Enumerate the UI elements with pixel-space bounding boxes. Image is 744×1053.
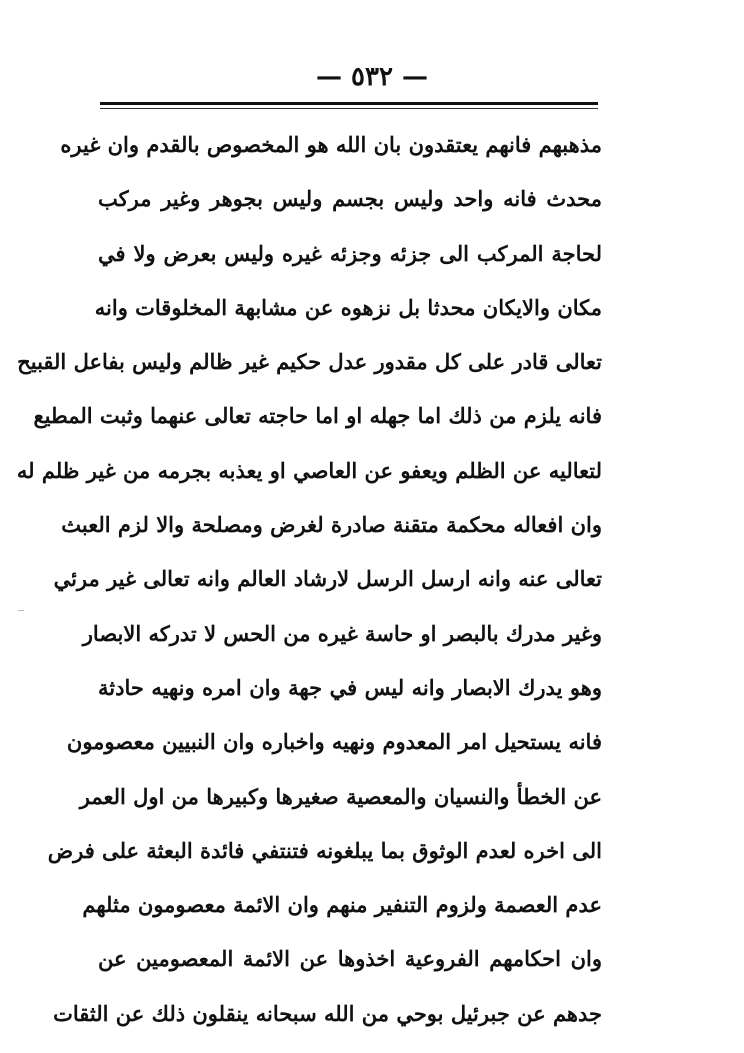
text-line: تعالى قادر على كل مقدور عدل حكيم غير ظالم وليس بفاعل القبيح — [17, 349, 602, 375]
text-line: تعالى عنه وانه ارسل الرسل لارشاد العالم وانه تعالى غير مرئي — [53, 566, 602, 592]
text-line: جدهم عن جبرئيل بوحي من الله سبحانه ينقلون ذلك عن الثقات — [53, 1000, 602, 1026]
text-line: عن الخطأ والنسيان والمعصية صغيرها وكبيرها من اول العمر — [79, 783, 602, 809]
header-rule — [100, 102, 598, 105]
margin-speck — [18, 610, 24, 611]
text-line: لتعاليه عن الظلم ويعفو عن العاصي او يعذبه بجرمه من غير ظلم له — [16, 457, 602, 483]
text-line: عدم العصمة ولزوم التنفير منهم وان الائمة معصومون مثلهم — [82, 892, 602, 918]
text-line: فانه يلزم من ذلك اما جهله او اما حاجته تعالى عنهما وثبت المطيع — [33, 403, 602, 429]
text-line: وهو يدرك الابصار وانه ليس في جهة وان امره ونهيه حادثة — [98, 674, 602, 700]
text-line: وان افعاله محكمة متقنة صادرة لغرض ومصلحة والا لزم العبث — [61, 512, 602, 538]
text-line: الى اخره لعدم الوثوق بما يبلغونه فتنتفي فائدة البعثة على فرض — [47, 837, 602, 863]
text-line: فانه يستحيل امر المعدوم ونهيه واخباره وان النبيين معصومون — [66, 729, 602, 755]
text-line: لحاجة المركب الى جزئه وجزئه غيره وليس بعرض ولا في — [98, 240, 602, 266]
header-rule-thin — [100, 108, 598, 109]
text-line: وغير مدرك بالبصر او حاسة غيره من الحس لا تدركه الابصار — [82, 620, 602, 646]
text-line: مذهبهم فانهم يعتقدون بان الله هو المخصوص بالقدم وان غيره — [60, 132, 602, 157]
text-line: محدث فانه واحد وليس بجسم وليس بجوهر وغير مركب — [98, 186, 602, 212]
text-line: وان احكامهم الفروعية اخذوها عن الائمة المعصومين عن — [98, 946, 602, 972]
page-number: — ٥٣٢ — — [315, 62, 429, 92]
body-text — [16, 118, 602, 1041]
text-line: مكان والايكان محدثا بل نزهوه عن مشابهة المخلوقات وانه — [94, 294, 602, 320]
